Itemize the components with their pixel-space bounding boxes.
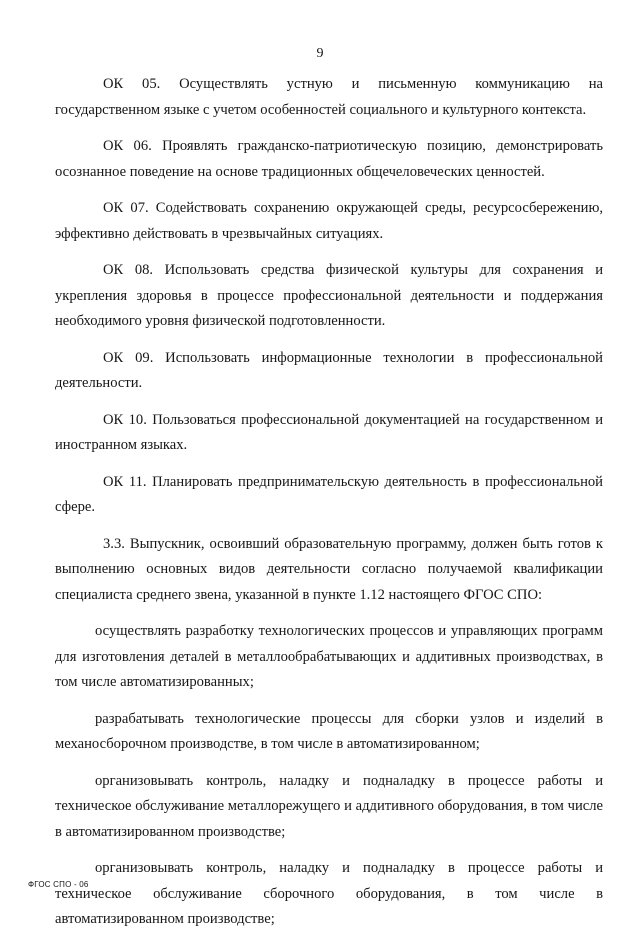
activity-item-1: осуществлять разработку технологических процессов и управляющих программ для изготовления деталей в металлообрабатывающих и аддитивных производствах, в том числе автоматизированных; — [55, 623, 603, 690]
paragraph-ok-07: ОК 07. Содействовать сохранению окружающей среды, ресурсосбережению, эффективно действовать в чрезвычайных ситуациях. — [55, 200, 603, 242]
paragraph-ok-11: ОК 11. Планировать предпринимательскую деятельность в профессиональной сфере. — [55, 473, 603, 515]
paragraph-ok-09: ОК 09. Использовать информационные технологии в профессиональной деятельности. — [55, 349, 603, 391]
activity-item-2: разрабатывать технологические процессы для сборки узлов и изделий в механосборочном производстве, в том числе в автоматизированном; — [55, 710, 603, 752]
footer-document-code: ФГОС СПО - 06 — [28, 880, 89, 889]
paragraph-ok-06: ОК 06. Проявлять гражданско-патриотическую позицию, демонстрировать осознанное поведение на основе традиционных общечеловеческих ценностей. — [55, 138, 603, 180]
paragraph-ok-08: ОК 08. Использовать средства физической культуры для сохранения и укрепления здоровья в процессе профессиональной деятельности и поддержания необходимого уровня физической подготовленности. — [55, 262, 603, 329]
activity-item-4: организовывать контроль, наладку и подналадку в процессе работы и техническое обслуживание сборочного оборудования, в том числе в автоматизированном производстве; — [55, 860, 603, 927]
activity-item-3: организовывать контроль, наладку и подналадку в процессе работы и техническое обслуживание металлорежущего и аддитивного оборудования, в том числе в автоматизированном производстве; — [55, 772, 603, 840]
document-body — [55, 72, 603, 944]
paragraph-ok-05: ОК 05. Осуществлять устную и письменную коммуникацию на государственном языке с учетом особенностей социального и культурного контекста. — [55, 76, 603, 118]
paragraph-ok-10: ОК 10. Пользоваться профессиональной документацией на государственном и иностранном языках. — [55, 411, 603, 453]
paragraph-section-3-3: 3.3. Выпускник, освоивший образовательную программу, должен быть готов к выполнению основных видов деятельности согласно получаемой квалификации специалиста среднего звена, указанной в пункте 1.12 настоящего ФГОС СПО: — [55, 535, 603, 603]
page-number: 9 — [316, 46, 324, 61]
